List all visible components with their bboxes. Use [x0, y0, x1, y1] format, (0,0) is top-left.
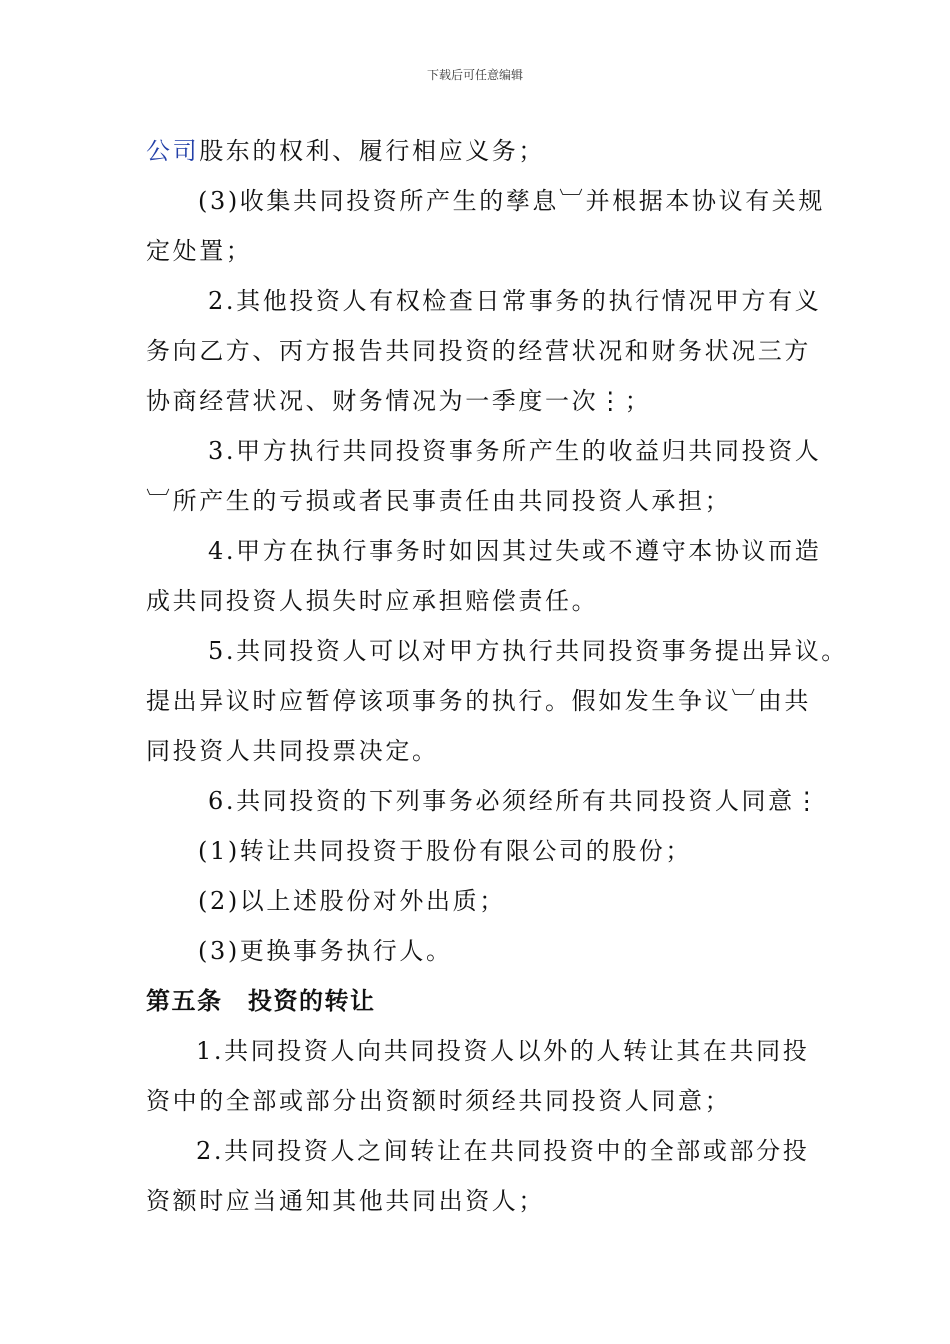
text-line: 6.共同投资的下列事务必须经所有共同投资人同意⋮ — [208, 787, 822, 815]
text-line — [146, 136, 545, 166]
text-line: 1.共同投资人向共同投资人以外的人转让其在共同投 — [196, 1037, 810, 1065]
section-heading: 第五条 投资的转让 — [146, 987, 376, 1015]
text-line: (3)更换事务执行人。 — [198, 937, 453, 965]
text-line: 提出异议时应暂停该项事务的执行。假如发生争议︺由共 — [146, 687, 811, 715]
text-line: 同投资人共同投票决定。 — [146, 737, 439, 765]
text-line: 定处置； — [146, 237, 253, 265]
text-line: 务向乙方、丙方报告共同投资的经营状况和财务状况三方 — [146, 337, 811, 365]
line-text: 股东的权利、履行相应义务； — [199, 137, 546, 165]
text-line: 2.共同投资人之间转让在共同投资中的全部或部分投 — [196, 1137, 810, 1165]
text-line: 5.共同投资人可以对甲方执行共同投资事务提出异议。 — [208, 637, 848, 665]
text-line: 4.甲方在执行事务时如因其过失或不遵守本协议而造 — [208, 537, 822, 565]
text-line: 成共同投资人损失时应承担赔偿责任。 — [146, 587, 599, 615]
text-line: 2.其他投资人有权检查日常事务的执行情况甲方有义 — [208, 287, 822, 315]
text-line: 资额时应当通知其他共同出资人； — [146, 1187, 545, 1215]
text-line: ︺所产生的亏损或者民事责任由共同投资人承担； — [146, 487, 732, 515]
text-line: 资中的全部或部分出资额时须经共同投资人同意； — [146, 1087, 732, 1115]
text-line: (2)以上述股份对外出质； — [198, 887, 506, 915]
text-line: (3)收集共同投资所产生的孳息︺并根据本协议有关规 — [198, 187, 825, 215]
text-line: 协商经营状况、财务情况为一季度一次⋮； — [146, 387, 652, 415]
text-line: 3.甲方执行共同投资事务所产生的收益归共同投资人 — [208, 437, 822, 465]
company-link[interactable]: 公司 — [146, 137, 200, 165]
page-header: 下载后可任意编辑 — [426, 68, 523, 82]
text-line: (1)转让共同投资于股份有限公司的股份； — [198, 837, 692, 865]
